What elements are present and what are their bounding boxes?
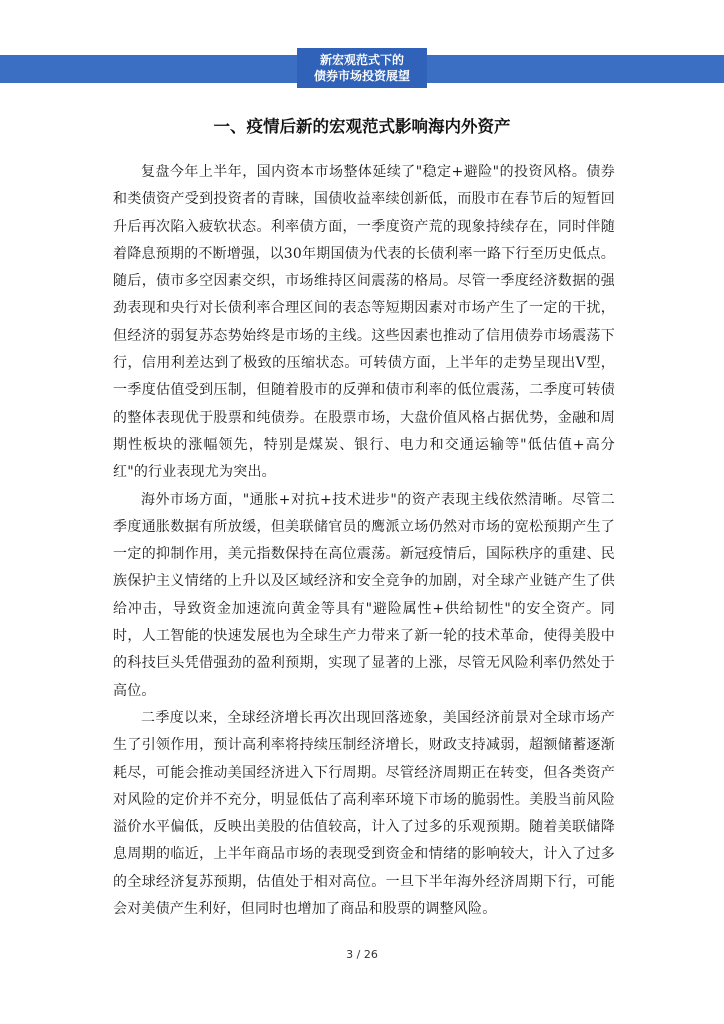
- page-number: 3 / 26: [346, 948, 378, 961]
- section-title: 一、疫情后新的宏观范式影响海内外资产: [213, 117, 511, 136]
- paragraph-1: 复盘今年上半年，国内资本市场整体延续了"稳定+避险"的投资风格。债券和类债资产受到投资者的青睐，国债收益率续创新低，而股市在春节后的短暂回升后再次陷入疲软状态。利率债方面，一季度资产荒的现象持续存在，同时伴随着降息预期的不断增强，以30年期国债为代表的长债利率一路下行至历史低点。随后，债市多空因素交织，市场维持区间震荡的格局。尽管一季度经济数据的强劲表现和央行对长债利率合理区间的表态等短期因素对市场产生了一定的干扰，但经济的弱复苏态势始终是市场的主线。这些因素也推动了信用债券市场震荡下行，信用利差达到了极致的压缩状态。可转债方面，上半年的走势呈现出V型，一季度估值受到压制，但随着股市的反弹和债市利率的低位震荡，二季度可转债的整体表现优于股票和纯债券。在股票市场，大盘价值风格占据优势，金融和周期性板块的涨幅领先，特别是煤炭、银行、电力和交通运输等"低估值+高分红"的行业表现尤为突出。: [113, 164, 615, 481]
- report-title-line2: 债券市场投资展望: [313, 69, 410, 83]
- body-text: [113, 159, 615, 923]
- report-title-tab: [297, 48, 427, 88]
- paragraph-3: 二季度以来，全球经济增长再次出现回落迹象，美国经济前景对全球市场产生了引领作用，预计高利率将持续压制经济增长，财政支持减弱，超额储蓄逐渐耗尽，可能会推动美国经济进入下行周期。尽管经济周期正在转变，但各类资产对风险的定价并不充分，明显低估了高利率环境下市场的脆弱性。美股当前风险溢价水平偏低，反映出美股的估值较高，计入了过多的乐观预期。随着美联储降息周期的临近，上半年商品市场的表现受到资金和情绪的影响较大，计入了过多的全球经济复苏预期，估值处于相对高位。一旦下半年海外经济周期下行，可能会对美债产生利好，但同时也增加了商品和股票的调整风险。: [113, 709, 615, 918]
- report-title-line1: 新宏观范式下的: [319, 53, 404, 67]
- paragraph-2: 海外市场方面，"通胀+对抗+技术进步"的资产表现主线依然清晰。尽管二季度通胀数据有所放缓，但美联储官员的鹰派立场仍然对市场的宽松预期产生了一定的抑制作用，美元指数保持在高位震荡。新冠疫情后，国际秩序的重建、民族保护主义情绪的上升以及区域经济和安全竞争的加剧，对全球产业链产生了供给冲击，导致资金加速流向黄金等具有"避险属性+供给韧性"的安全资产。同时，人工智能的快速发展也为全球生产力带来了新一轮的技术革命，使得美股中的科技巨头凭借强劲的盈利预期，实现了显著的上涨，尽管无风险利率仍然处于高位。: [113, 491, 615, 699]
